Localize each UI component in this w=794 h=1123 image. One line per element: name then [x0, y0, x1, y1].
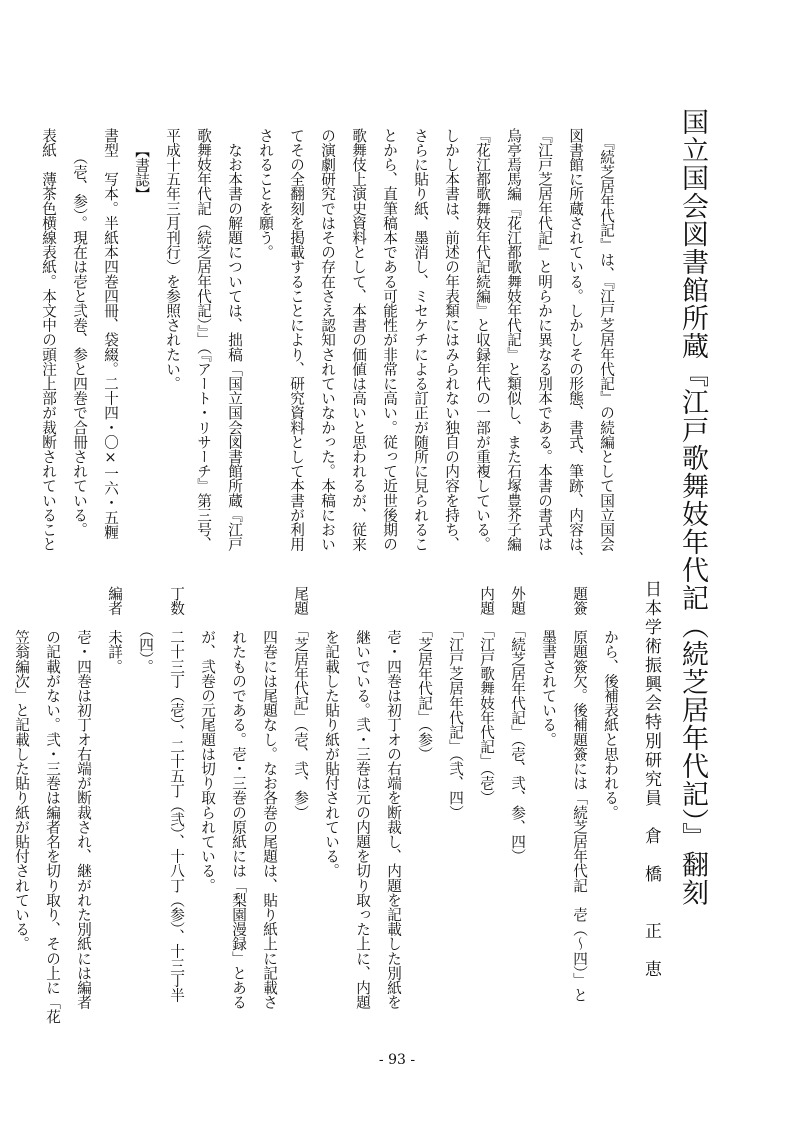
text-line: 題簽 原題簽欠。後補題簽には「続芝居年代記 壱（〜四）」と	[571, 586, 588, 1003]
text-line: 丁数 二十三丁（壱）、二十五丁（弐）、十八丁（参）、十三丁半	[168, 586, 185, 1003]
text-line: 『続芝居年代記』は、『江戸芝居年代記』の続編として国立国会	[598, 128, 615, 552]
text-line: 歌舞伎上演史資料として、本書の価値は高いと思われるが、従来	[350, 128, 367, 552]
text-line: を記載した貼り紙が貼付されている。	[323, 586, 340, 878]
text-line: （壱、参）。現在は壱と弐巻、参と四巻で合冊されている。	[71, 128, 88, 537]
text-line: 内題 「江戸歌舞妓年代記」（壱）	[478, 586, 495, 805]
text-line: の演劇研究ではその存在さえ認知されていなかった。本稿におい	[319, 128, 336, 552]
text-line: 『花江都歌舞妓年代記続編』と収録年代の一部が重複している。	[474, 128, 491, 552]
text-line: 平成十五年三月刊行）を参照されたい。	[164, 128, 181, 391]
text-line: 継いでいる。弐・三巻は元の内題を切り取った上に、内題	[354, 586, 371, 1010]
page-number: - 93 -	[378, 1052, 416, 1068]
text-line: 烏亭焉馬編『花江都歌舞妓年代記』と類似し、また石塚豊芥子編	[505, 128, 522, 552]
text-line: さらに貼り紙、墨消し、ミセケチによる訂正が随所に見られるこ	[412, 128, 429, 552]
text-line: 壱・四巻は初丁オ右端が断裁され、継がれた別紙には編者	[75, 586, 92, 1010]
text-line: しかし本書は、前述の年表類にはみられない独自の内容を持ち、	[443, 128, 460, 552]
text-line: 「江戸芝居年代記」（弐、四）	[447, 586, 464, 820]
text-line: 墨書されている。	[540, 586, 557, 747]
text-line: 壱・四巻は初丁オの右端を断裁し、内題を記載した別紙を	[385, 586, 402, 1010]
bibliography-heading: 【書誌】	[133, 142, 150, 201]
text-line: 四巻には尾題なし。なお各巻の尾題は、貼り紙上に記載さ	[261, 586, 278, 1010]
text-line: れたものである。壱・三巻の原紙には「梨園漫録」とある	[230, 586, 247, 1010]
text-line: 『江戸芝居年代記』と明らかに異なる別本である。本書の書式は	[536, 128, 553, 552]
text-line: 歌舞妓年代記（続芝居年代記）』」（『アート・リサーチ』第三号、	[195, 128, 212, 552]
text-line: （四）。	[137, 586, 154, 674]
text-line: 笠翁編次」と記載した貼り紙が貼付されている。	[13, 586, 30, 951]
text-line: とから、直筆稿本である可能性が非常に高い。従って近世後期の	[381, 128, 398, 552]
text-line: 書型 写本。半紙本四巻四冊、袋綴。二十四・〇×一六・五糎	[102, 128, 119, 540]
text-line: 「芝居年代記」（参）	[416, 586, 433, 762]
text-line: から、後補表紙と思われる。	[602, 586, 619, 820]
text-line: 編者 未詳。	[106, 586, 123, 674]
text-line: 表紙 薄茶色横線表紙。本文中の頭注上部が裁断されていること	[40, 128, 57, 552]
article-title: 国立国会図書館所蔵『江戸歌舞妓年代記（続芝居年代記）』翻刻	[677, 108, 708, 907]
author-line: 日本学術振興会特別研究員 倉 橋 正 恵	[641, 580, 661, 979]
lower-text-block	[13, 586, 626, 1024]
text-line: 図書館に所蔵されている。しかしその形態、書式、筆跡、内容は、	[567, 128, 584, 566]
text-line: されることを願う。	[257, 128, 274, 260]
text-line: の記載がない。弐・三巻は編者名を切り取り、その上に「花	[44, 586, 61, 1024]
upper-text-block	[32, 128, 622, 566]
text-line: 外題 「続芝居年代記」（壱、弐、参、四）	[509, 586, 526, 864]
text-line: が、弐巻の元尾題は切り取られている。	[199, 586, 216, 893]
text-line: てその全翻刻を掲載することにより、研究資料として本書が利用	[288, 128, 305, 552]
text-line: 尾題 「芝居年代記」（壱、弐、参）	[292, 586, 309, 820]
text-line: なお本書の解題については、拙稿「国立国会図書館所蔵『江戸	[226, 128, 243, 552]
